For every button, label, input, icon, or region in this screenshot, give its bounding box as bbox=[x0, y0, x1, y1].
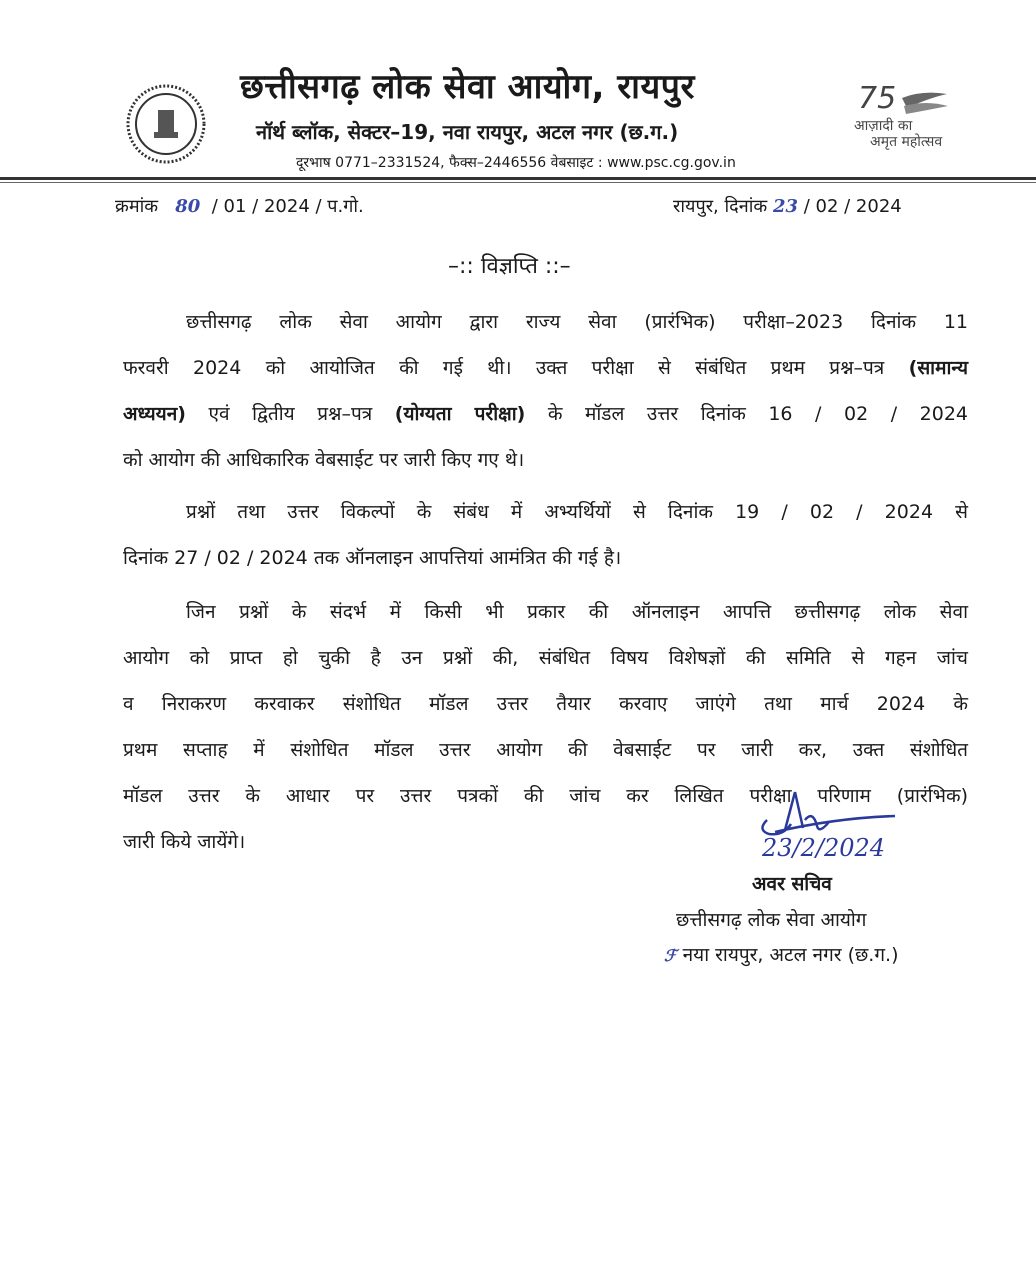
paragraph-2-line: प्रश्नों तथा उत्तर विकल्पों के संबंध में अभ्यर्थियों से दिनांक 19 / 02 / 2024 से bbox=[186, 501, 968, 523]
paragraph-3-line: प्रथम सप्ताह में संशोधित मॉडल उत्तर आयोग की वेबसाईट पर जारी कर, उक्त संशोधित bbox=[123, 739, 968, 761]
initials-mark: ℱ bbox=[664, 946, 677, 965]
issue-date bbox=[673, 194, 902, 218]
reference-handwritten-number: 80 bbox=[175, 196, 201, 217]
text-segment: फरवरी 2024 को आयोजित की गई थी। उक्त परीक्षा से संबंधित प्रथम प्रश्न–पत्र bbox=[123, 357, 909, 379]
paragraph-1-line: को आयोग की आधिकारिक वेबसाईट पर जारी किए गए थे। bbox=[123, 449, 525, 471]
bold-segment: (योग्यता परीक्षा) bbox=[394, 403, 526, 425]
paragraph-3-line: जारी किये जायेंगे। bbox=[123, 831, 246, 853]
text-segment: एवं द्वितीय प्रश्न–पत्र bbox=[185, 403, 395, 425]
org-contact: दूरभाष 0771–2331524, फैक्स–2446556 वेबसाइट : www.psc.cg.gov.in bbox=[296, 155, 736, 171]
azadi-ka-amrit-mahotsav-logo bbox=[852, 80, 962, 156]
svg-text:आज़ादी का: आज़ादी का bbox=[854, 118, 913, 134]
header-divider bbox=[0, 177, 1036, 180]
org-address: नॉर्थ ब्लॉक, सेक्टर–19, नवा रायपुर, अटल नगर (छ.ग.) bbox=[256, 120, 679, 144]
paragraph-3-line: जिन प्रश्नों के संदर्भ में किसी भी प्रकार की ऑनलाइन आपत्ति छत्तीसगढ़ लोक सेवा bbox=[186, 601, 968, 623]
bold-segment: अध्ययन) bbox=[123, 403, 186, 425]
paragraph-2-line: दिनांक 27 / 02 / 2024 तक ऑनलाइन आपत्तियां आमंत्रित की गई है। bbox=[123, 547, 622, 569]
notice-title: –:: विज्ञप्ति ::– bbox=[448, 254, 571, 279]
paragraph-1-line: छत्तीसगढ़ लोक सेवा आयोग द्वारा राज्य सेवा (प्रारंभिक) परीक्षा–2023 दिनांक 11 bbox=[186, 311, 968, 333]
paragraph-1-line bbox=[123, 354, 968, 380]
header-divider-thin bbox=[0, 182, 1036, 183]
signatory-organization: छत्तीसगढ़ लोक सेवा आयोग bbox=[676, 909, 867, 931]
signature-date: 23/2/2024 bbox=[762, 834, 886, 862]
text-segment: के मॉडल उत्तर दिनांक 16 / 02 / 2024 bbox=[525, 403, 968, 425]
reference-number bbox=[115, 194, 364, 218]
svg-text:75: 75 bbox=[858, 81, 897, 116]
date-prefix: रायपुर, दिनांक bbox=[673, 196, 768, 217]
city-text: नया रायपुर, अटल नगर (छ.ग.) bbox=[682, 944, 899, 966]
bold-segment: (सामान्य bbox=[908, 357, 968, 379]
paragraph-3-line: व निराकरण करवाकर संशोधित मॉडल उत्तर तैयार करवाए जाएंगे तथा मार्च 2024 के bbox=[123, 693, 968, 715]
paragraph-1-line bbox=[123, 400, 968, 426]
signatory-designation: अवर सचिव bbox=[752, 873, 832, 895]
paragraph-3-line: मॉडल उत्तर के आधार पर उत्तर पत्रकों की जांच कर लिखित परीक्षा परिणाम (प्रारंभिक) bbox=[123, 785, 968, 807]
state-emblem-seal bbox=[126, 84, 206, 168]
signatory-city bbox=[664, 941, 899, 967]
handwritten-signature bbox=[745, 790, 935, 840]
org-title: छत्तीसगढ़ लोक सेवा आयोग, रायपुर bbox=[240, 67, 695, 107]
paragraph-3-line: आयोग को प्राप्त हो चुकी है उन प्रश्नों की, संबंधित विषय विशेषज्ञों की समिति से गहन जांच bbox=[123, 647, 968, 669]
reference-label: क्रमांक bbox=[115, 196, 159, 217]
reference-suffix: / 01 / 2024 / प.गो. bbox=[211, 196, 364, 217]
date-suffix: / 02 / 2024 bbox=[803, 196, 902, 217]
svg-text:अमृत महोत्सव: अमृत महोत्सव bbox=[870, 134, 943, 150]
date-handwritten-day: 23 bbox=[772, 196, 798, 217]
